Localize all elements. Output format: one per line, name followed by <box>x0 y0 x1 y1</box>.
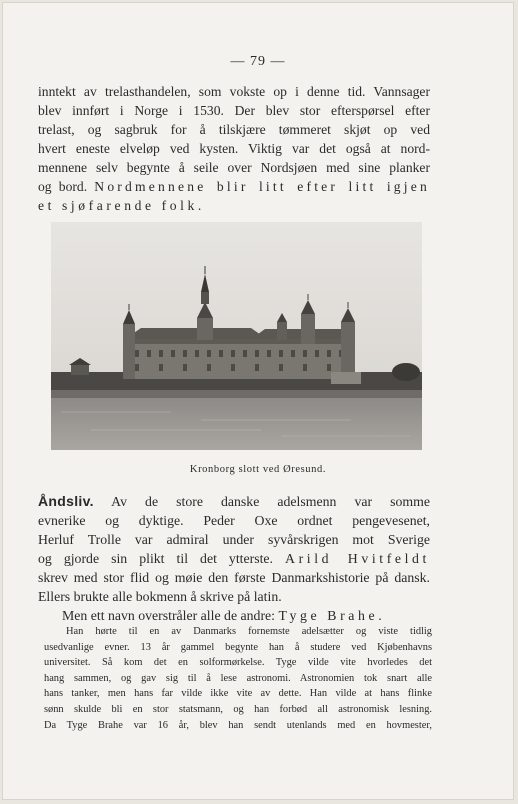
kronborg-photo <box>51 222 422 450</box>
text-line: blev innført i Norge i 1530. Der blev stor efterspørsel efter <box>38 103 430 118</box>
photo-caption: Kronborg slott ved Øresund. <box>189 464 327 475</box>
text-plain: og bord. <box>38 179 88 194</box>
text-line: skrev med stor flid og møie den første Danmarkshistorie på dansk. <box>38 570 430 585</box>
text-line: sønn skulde bli en stor statsmann, og han forbød all astronomisk lesning. <box>44 703 432 715</box>
text-plain: Men ett navn overstråler alle de andre: <box>62 608 275 623</box>
paragraph-tyge-brahe <box>44 624 432 733</box>
text-line <box>38 606 430 625</box>
emphasis-spaced: Tyge Brahe. <box>278 608 386 623</box>
castle-illustration <box>51 222 422 450</box>
text-line: Herluf Trolle var admiral under syvårskrigen mot Sverige <box>38 532 430 547</box>
text-line: Ellers brukte alle bokmenn å skrive på latin. <box>38 589 282 604</box>
emphasis-spaced: Arild Hvitfeldt <box>285 551 430 566</box>
text-line: Da Tyge Brahe var 16 år, blev han sendt utenlands med en hovmester, <box>44 719 432 731</box>
text-line <box>38 177 430 196</box>
text-line: usedvanlige evner. 13 år gammel begynte han å studere ved Kjøbenhavns <box>44 641 432 653</box>
text-line: Han hørte til en av Danmarks fornemste adelsætter og viste tidlig <box>66 626 432 637</box>
text-line: trelast, og sagbruk for å tilskjære tømmeret skjøt op ved <box>38 122 430 137</box>
text-plain: og gjorde sin plikt til det ytterste. <box>38 551 273 566</box>
text-line: evnerike og dyktige. Peder Oxe ordnet pengevesenet, <box>38 513 430 528</box>
text-line: hans tanker, men hans far vilde ikke vite av dette. Han vilde at hans flinke <box>44 688 432 700</box>
section-heading: Åndsliv. <box>38 493 94 509</box>
paragraph-trade <box>38 82 430 215</box>
text-line: universitet. Så kom det en solformørkelse. Tyge vilde vite hvorledes det <box>44 657 432 669</box>
text-line: hvert eneste elveløp ved kysten. Viktig var det også at nord- <box>38 141 430 156</box>
text-line <box>38 549 430 568</box>
text-line <box>38 492 430 511</box>
emphasis-spaced: et sjøfarende folk. <box>38 198 205 213</box>
text-line: inntekt av trelasthandelen, som vokste op i denne tid. Vannsager <box>38 84 430 99</box>
page-number: — 79 — <box>230 54 286 69</box>
emphasis-spaced: Nordmennene blir litt efter litt igjen <box>94 179 431 194</box>
book-page <box>2 2 514 800</box>
paragraph-intellectual-life <box>38 492 430 625</box>
text-plain: Av de store danske adelsmenn var somme <box>111 494 430 509</box>
text-line: hang sammen, og gav sig til å lese astronomi. Astronomien tok snart alle <box>44 672 432 684</box>
text-line: mennene selv begynte å seile over Nordsjøen med sine planker <box>38 160 430 175</box>
